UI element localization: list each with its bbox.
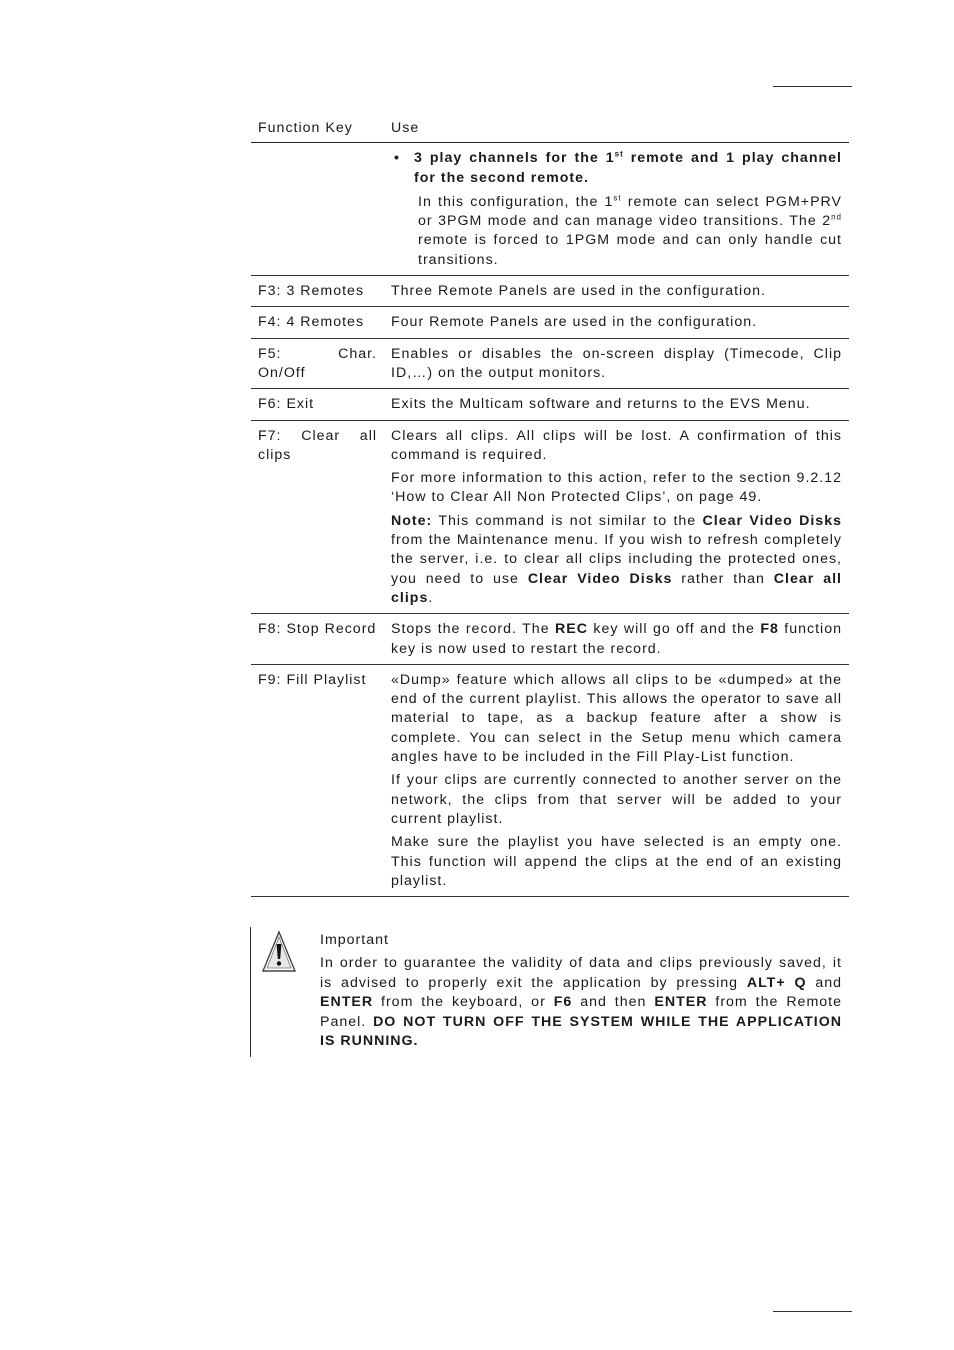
header-function-key: Function Key <box>251 118 384 143</box>
row-key: F8: Stop Record <box>251 614 384 665</box>
function-key-table <box>251 118 849 897</box>
f9-paragraph-2: If your clips are currently connected to another server on the network, the clips from that server will be added to your current playlist. <box>391 772 842 827</box>
row-use: Four Remote Panels are used in the configuration. <box>384 307 849 338</box>
row-key: F7: Clear all clips <box>251 420 384 614</box>
bullet-text: 3 play channels for the 1st remote and 1 play channel for the second remote. <box>414 149 842 186</box>
row-key-empty <box>251 143 384 276</box>
f9-paragraph-1: «Dump» feature which allows all clips to be «dumped» at the end of the current playlist. This allows the operator to save all material to tape, as a backup feature after a show is complete. You can select in the Setup menu which camera angles have to be included in the Fill Play-List function. <box>391 671 842 766</box>
important-text <box>320 931 842 1055</box>
table-row-f5 <box>251 338 849 389</box>
row-use <box>384 664 849 896</box>
warning-triangle-icon <box>261 930 297 974</box>
row-key: F9: Fill Playlist <box>251 664 384 896</box>
important-body: In order to guarantee the validity of data and clips previously saved, it is advised to properly exit the application by pressing ALT+ Q and ENTER from the keyboard, or F6 and then ENTER from the Remote Panel. DO NOT TURN OFF THE SYSTEM WHILE THE APPLICATION IS RUNNING. <box>320 955 842 1050</box>
row-use: Enables or disables the on-screen display (Timecode, Clip ID,…) on the output monitors. <box>384 338 849 389</box>
table-row-f8 <box>251 614 849 665</box>
footer-rule <box>773 1311 852 1312</box>
table-row-f3 <box>251 276 849 307</box>
table-row-continued <box>251 143 849 276</box>
f7-note: Note: This command is not similar to the Clear Video Disks from the Maintenance menu. If you wish to refresh completely the server, i.e. to clear all clips including the protected ones, you need to use Clear Video Disks rather than Clear all clips. <box>391 512 842 606</box>
row-key: F3: 3 Remotes <box>251 276 384 307</box>
row-key: F4: 4 Remotes <box>251 307 384 338</box>
bullet-dot-icon: • <box>394 150 400 167</box>
row-use-continued <box>384 143 849 276</box>
row-use <box>384 420 849 614</box>
row-key: F6: Exit <box>251 389 384 420</box>
table-row-f9 <box>251 664 849 896</box>
important-title: Important <box>320 932 389 948</box>
table-row-f4 <box>251 307 849 338</box>
row-key: F5: Char. On/Off <box>251 338 384 389</box>
row-use: Stops the record. The REC key will go off and the F8 function key is now used to restart the record. <box>384 614 849 665</box>
row-use: Exits the Multicam software and returns to the EVS Menu. <box>384 389 849 420</box>
config-description: In this configuration, the 1st remote can select PGM+PRV or 3PGM mode and can manage video transitions. The 2nd remote is forced to 1PGM mode and can only handle cut transitions. <box>418 193 842 268</box>
bullet-item <box>391 149 842 188</box>
important-callout <box>250 927 849 1057</box>
f7-paragraph-1: Clears all clips. All clips will be lost. A confirmation of this command is required. <box>391 427 842 463</box>
f9-paragraph-3: Make sure the playlist you have selected is an empty one. This function will append the clips at the end of an existing playlist. <box>391 834 842 889</box>
f7-paragraph-2: For more information to this action, refer to the section 9.2.12 ‘How to Clear All Non Protected Clips’, on page 49. <box>391 470 842 506</box>
row-use: Three Remote Panels are used in the configuration. <box>384 276 849 307</box>
table-row-f7 <box>251 420 849 614</box>
table-row-f6 <box>251 389 849 420</box>
table-header-row <box>251 118 849 143</box>
header-use: Use <box>384 118 849 143</box>
header-rule <box>773 86 852 87</box>
